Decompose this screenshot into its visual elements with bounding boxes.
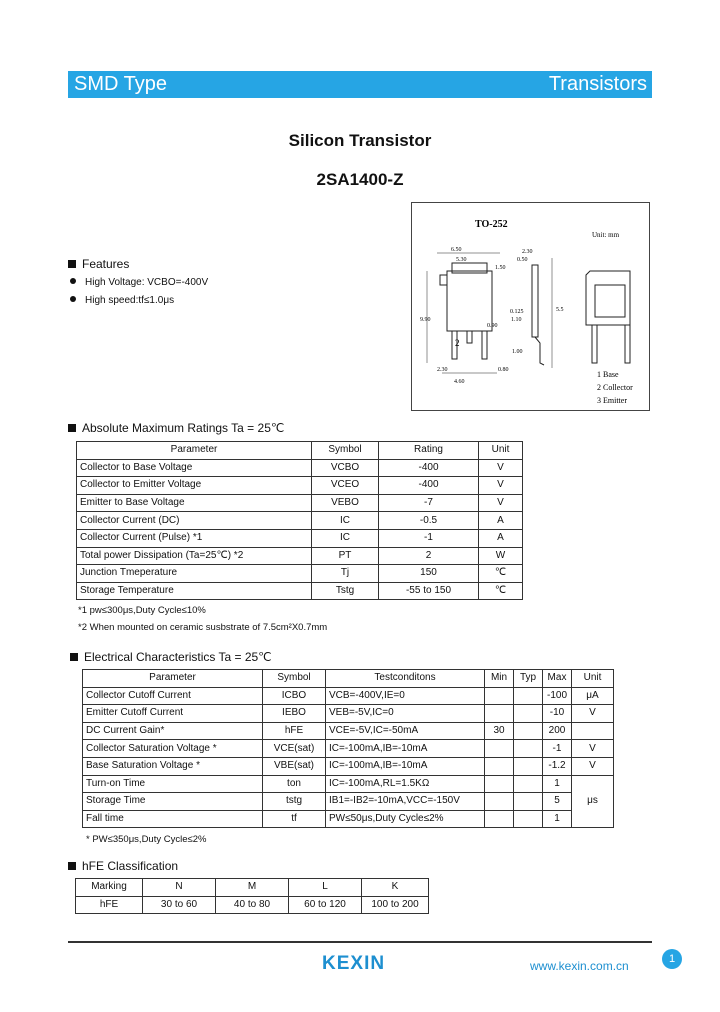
- cell: [514, 810, 543, 828]
- package-drawing: [411, 202, 650, 411]
- amr-table: [76, 441, 523, 600]
- cell: -10: [543, 705, 572, 723]
- cell: V: [479, 459, 523, 477]
- amr-heading-text: Absolute Maximum Ratings Ta = 25℃: [82, 421, 285, 435]
- cell: -1: [379, 529, 479, 547]
- cell: V: [572, 740, 614, 758]
- cell: [514, 740, 543, 758]
- cell: Junction Tmeperature: [77, 565, 312, 583]
- ec-table: [82, 669, 614, 828]
- cell: IC: [312, 529, 379, 547]
- cell: VBE(sat): [263, 757, 326, 775]
- cell: -7: [379, 494, 479, 512]
- header-left: SMD Type: [74, 73, 167, 95]
- cell: Base Saturation Voltage *: [83, 757, 263, 775]
- amr-note-2: *2 When mounted on ceramic susbstrate of 7.5cm²X0.7mm: [78, 622, 328, 633]
- cell: hFE: [76, 896, 143, 914]
- cell: DC Current Gain*: [83, 722, 263, 740]
- cell: A: [479, 512, 523, 530]
- cell: 5: [543, 793, 572, 811]
- dim-11: 9.90: [420, 317, 431, 323]
- cell: Storage Time: [83, 793, 263, 811]
- cell: Collector to Emitter Voltage: [77, 477, 312, 495]
- part-number: 2SA1400-Z: [316, 170, 404, 189]
- feature-text: High speed:tf≤1.0μs: [85, 295, 175, 306]
- table-row: [77, 547, 523, 565]
- bullet-icon: [70, 278, 76, 284]
- cell: tstg: [263, 793, 326, 811]
- cell: [485, 810, 514, 828]
- hfe-heading: [68, 859, 178, 873]
- dim-9: 4.60: [454, 379, 465, 385]
- square-bullet-icon: [68, 424, 76, 432]
- cell: 30 to 60: [143, 896, 216, 914]
- cell: μA: [572, 687, 614, 705]
- ec-note: * PW≤350μs,Duty Cycle≤2%: [86, 834, 207, 845]
- dim-10: 0.90: [487, 323, 498, 329]
- square-bullet-icon: [68, 862, 76, 870]
- cell: V: [479, 477, 523, 495]
- cell: -100: [543, 687, 572, 705]
- cell: [485, 775, 514, 793]
- cell: Collector to Base Voltage: [77, 459, 312, 477]
- square-bullet-icon: [70, 653, 78, 661]
- cell: Emitter Cutoff Current: [83, 705, 263, 723]
- dim-7: 0.80: [498, 367, 509, 373]
- cell: Fall time: [83, 810, 263, 828]
- cell: L: [289, 879, 362, 897]
- cell: VEB=-5V,IC=0: [326, 705, 485, 723]
- pin-label-2: 2: [455, 338, 460, 348]
- table-row: [83, 740, 614, 758]
- dim-14: 1.00: [512, 349, 523, 355]
- cell: [514, 757, 543, 775]
- cell: -55 to 150: [379, 582, 479, 600]
- features-heading: [68, 257, 129, 271]
- cell: Total power Dissipation (Ta=25℃) *2: [77, 547, 312, 565]
- table-row: [76, 879, 429, 897]
- square-bullet-icon: [68, 260, 76, 268]
- cell: [485, 740, 514, 758]
- cell: Turn-on Time: [83, 775, 263, 793]
- amr-heading: [68, 421, 284, 435]
- cell-unit-merged: μs: [572, 775, 614, 828]
- table-header: Min: [485, 670, 514, 688]
- cell: Collector Cutoff Current: [83, 687, 263, 705]
- cell: Storage Temperature: [77, 582, 312, 600]
- table-header: Rating: [379, 442, 479, 460]
- cell: V: [572, 757, 614, 775]
- hfe-table: [75, 878, 429, 914]
- cell: -400: [379, 459, 479, 477]
- table-header: Unit: [479, 442, 523, 460]
- cell: V: [572, 705, 614, 723]
- dim-13: 5.5: [556, 307, 564, 313]
- footer-url[interactable]: www.kexin.com.cn: [530, 959, 629, 973]
- table-header: Symbol: [263, 670, 326, 688]
- cell: ICBO: [263, 687, 326, 705]
- footer-logo: KEXIN: [322, 953, 386, 974]
- cell: IC=-100mA,IB=-10mA: [326, 740, 485, 758]
- cell: -1: [543, 740, 572, 758]
- feature-text: High Voltage: VCBO=-400V: [85, 277, 209, 288]
- bullet-icon: [70, 296, 76, 302]
- cell: 60 to 120: [289, 896, 362, 914]
- cell: [514, 722, 543, 740]
- table-header: Testconditons: [326, 670, 485, 688]
- cell: IC: [312, 512, 379, 530]
- cell: 100 to 200: [362, 896, 429, 914]
- cell: V: [479, 494, 523, 512]
- table-row: [77, 494, 523, 512]
- table-row: [77, 582, 523, 600]
- cell: VCE(sat): [263, 740, 326, 758]
- hfe-heading-text: hFE Classification: [82, 859, 179, 873]
- header-right: Transistors: [548, 73, 647, 95]
- features-heading-text: Features: [82, 257, 130, 271]
- dim-2: 5.30: [456, 257, 467, 263]
- package-unit: Unit: mm: [592, 231, 620, 239]
- table-row: [83, 810, 614, 828]
- dim-4: 1.50: [495, 265, 506, 271]
- package-outline-svg: [412, 203, 649, 410]
- table-row: [77, 512, 523, 530]
- cell: hFE: [263, 722, 326, 740]
- cell: PW≤50μs,Duty Cycle≤2%: [326, 810, 485, 828]
- table-header: Max: [543, 670, 572, 688]
- cell: N: [143, 879, 216, 897]
- dim-12: 0.125: [510, 309, 524, 315]
- table-row: [77, 459, 523, 477]
- cell: Emitter to Base Voltage: [77, 494, 312, 512]
- cell: tf: [263, 810, 326, 828]
- feature-item: [70, 277, 208, 288]
- table-header-row: [83, 670, 614, 688]
- table-header: Unit: [572, 670, 614, 688]
- cell: 1: [543, 810, 572, 828]
- cell: W: [479, 547, 523, 565]
- cell: [485, 793, 514, 811]
- dim-5: 0.50: [517, 257, 528, 263]
- table-row: [77, 565, 523, 583]
- cell: Collector Saturation Voltage *: [83, 740, 263, 758]
- package-name: TO-252: [475, 219, 508, 230]
- cell: ℃: [479, 582, 523, 600]
- pin-2: 2 Collector: [597, 383, 633, 392]
- ec-heading: [70, 650, 272, 664]
- cell: VCB=-400V,IE=0: [326, 687, 485, 705]
- table-row: [77, 529, 523, 547]
- cell: -400: [379, 477, 479, 495]
- dim-3: 2.30: [522, 249, 533, 255]
- page-number: 1: [662, 949, 682, 969]
- table-row: [83, 793, 614, 811]
- table-row: [83, 687, 614, 705]
- cell: [514, 775, 543, 793]
- table-row: [83, 775, 614, 793]
- cell: Tstg: [312, 582, 379, 600]
- table-header: Typ: [514, 670, 543, 688]
- cell: 1: [543, 775, 572, 793]
- header-banner: [68, 71, 652, 98]
- cell: ℃: [479, 565, 523, 583]
- dim-6: 1.10: [511, 317, 522, 323]
- cell: A: [479, 529, 523, 547]
- cell: -0.5: [379, 512, 479, 530]
- cell: 200: [543, 722, 572, 740]
- cell: IB1=-IB2=-10mA,VCC=-150V: [326, 793, 485, 811]
- cell: 2: [379, 547, 479, 565]
- table-header: Parameter: [77, 442, 312, 460]
- pin-1: 1 Base: [597, 370, 619, 379]
- cell: [514, 793, 543, 811]
- cell: Tj: [312, 565, 379, 583]
- cell: VEBO: [312, 494, 379, 512]
- amr-rows: [77, 459, 523, 600]
- cell: Marking: [76, 879, 143, 897]
- cell: 30: [485, 722, 514, 740]
- table-header: Parameter: [83, 670, 263, 688]
- cell: 40 to 80: [216, 896, 289, 914]
- cell: [572, 722, 614, 740]
- feature-item: [70, 295, 174, 306]
- cell: M: [216, 879, 289, 897]
- cell: IC=-100mA,RL=1.5KΩ: [326, 775, 485, 793]
- table-row: [77, 477, 523, 495]
- amr-note-1: *1 pw≤300μs,Duty Cycle≤10%: [78, 605, 206, 616]
- cell: [514, 705, 543, 723]
- cell: IEBO: [263, 705, 326, 723]
- ec-heading-text: Electrical Characteristics Ta = 25℃: [84, 650, 272, 664]
- doc-title: Silicon Transistor: [288, 131, 432, 150]
- cell: Collector Current (Pulse) *1: [77, 529, 312, 547]
- cell: Collector Current (DC): [77, 512, 312, 530]
- cell: [514, 687, 543, 705]
- dim-1: 6.50: [451, 247, 462, 253]
- cell: [485, 757, 514, 775]
- cell: [485, 705, 514, 723]
- table-header: Symbol: [312, 442, 379, 460]
- dim-8: 2.30: [437, 367, 448, 373]
- table-row: [83, 705, 614, 723]
- table-header-row: [77, 442, 523, 460]
- table-row: [76, 896, 429, 914]
- cell: 150: [379, 565, 479, 583]
- table-row: [83, 757, 614, 775]
- cell: VCBO: [312, 459, 379, 477]
- cell: PT: [312, 547, 379, 565]
- cell: K: [362, 879, 429, 897]
- table-row: [83, 722, 614, 740]
- cell: IC=-100mA,IB=-10mA: [326, 757, 485, 775]
- cell: -1.2: [543, 757, 572, 775]
- cell: VCE=-5V,IC=-50mA: [326, 722, 485, 740]
- footer-divider: [68, 941, 652, 943]
- pin-3: 3 Emitter: [597, 396, 627, 405]
- cell: VCEO: [312, 477, 379, 495]
- cell: ton: [263, 775, 326, 793]
- cell: [485, 687, 514, 705]
